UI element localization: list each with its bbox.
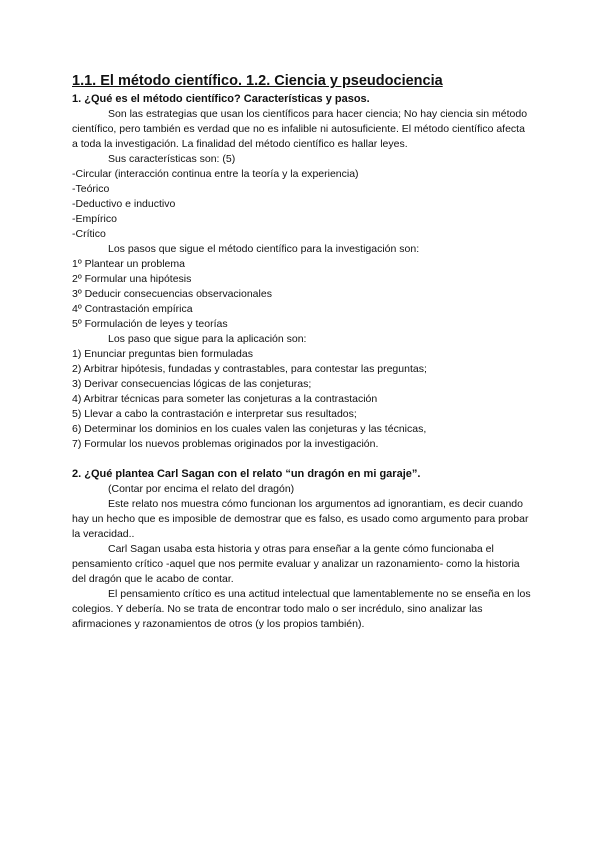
section-spacer <box>72 452 532 467</box>
steps-intro: Los pasos que sigue el método científico para la investigación son: <box>108 243 420 255</box>
q2-paragraph-2: Carl Sagan usaba esta historia y otras para enseñar a la gente cómo funcionaba el pensamiento crítico -aquel que nos permite evaluar y analizar un razonamiento- como la historia del dragón que le acabo de contar. <box>72 543 520 585</box>
feature-item: -Teórico <box>72 183 110 195</box>
application-step: 1) Enunciar preguntas bien formuladas <box>72 348 253 360</box>
feature-item: -Crítico <box>72 228 106 240</box>
application-intro: Los paso que sigue para la aplicación son: <box>108 333 307 345</box>
document-body <box>72 73 532 632</box>
application-step: 2) Arbitrar hipótesis, fundadas y contrastables, para contestar las preguntas; <box>72 363 427 375</box>
step-item: 2º Formular una hipótesis <box>72 273 192 285</box>
feature-item: -Empírico <box>72 213 117 225</box>
q2-paragraph-3: El pensamiento crítico es una actitud intelectual que lamentablemente no se enseña en los colegios. Y debería. No se trata de encontrar todo malo o ser incrédulo, sino analizar las afirmaciones y razonamientos de otros (y los propios también). <box>72 588 531 630</box>
step-item: 3º Deducir consecuencias observacionales <box>72 288 272 300</box>
application-step: 5) Llevar a cabo la contrastación e interpretar sus resultados; <box>72 408 357 420</box>
application-step: 6) Determinar los dominios en los cuales valen las conjeturas y las técnicas, <box>72 423 427 435</box>
step-item: 1º Plantear un problema <box>72 258 185 270</box>
q1-heading: 1. ¿Qué es el método científico? Características y pasos. <box>72 93 370 105</box>
q2-paragraph-1: Este relato nos muestra cómo funcionan los argumentos ad ignorantiam, es decir cuando hay un hecho que es imposible de demostrar que es falso, es usado como argumento para probar la veracidad.. <box>72 498 529 540</box>
document-title: 1.1. El método científico. 1.2. Ciencia y pseudociencia <box>72 73 443 89</box>
q1-intro-paragraph: Son las estrategias que usan los científicos para hacer ciencia; No hay ciencia sin método científico, pero también es verdad que no es infalible ni autosuficiente. El método científico afecta a toda la investigación. La finalidad del método científico es hallar leyes. <box>72 108 528 150</box>
step-item: 5º Formulación de leyes y teorías <box>72 318 228 330</box>
q2-heading: 2. ¿Qué plantea Carl Sagan con el relato “un dragón en mi garaje”. <box>72 468 421 480</box>
application-step: 4) Arbitrar técnicas para someter las conjeturas a la contrastación <box>72 393 378 405</box>
features-intro: Sus características son: (5) <box>108 153 236 165</box>
step-item: 4º Contrastación empírica <box>72 303 193 315</box>
application-step: 7) Formular los nuevos problemas originados por la investigación. <box>72 438 379 450</box>
feature-item: -Deductivo e inductivo <box>72 198 176 210</box>
q2-note: (Contar por encima el relato del dragón) <box>108 483 295 495</box>
application-step: 3) Derivar consecuencias lógicas de las conjeturas; <box>72 378 312 390</box>
feature-item: -Circular (interacción continua entre la teoría y la experiencia) <box>72 168 359 180</box>
